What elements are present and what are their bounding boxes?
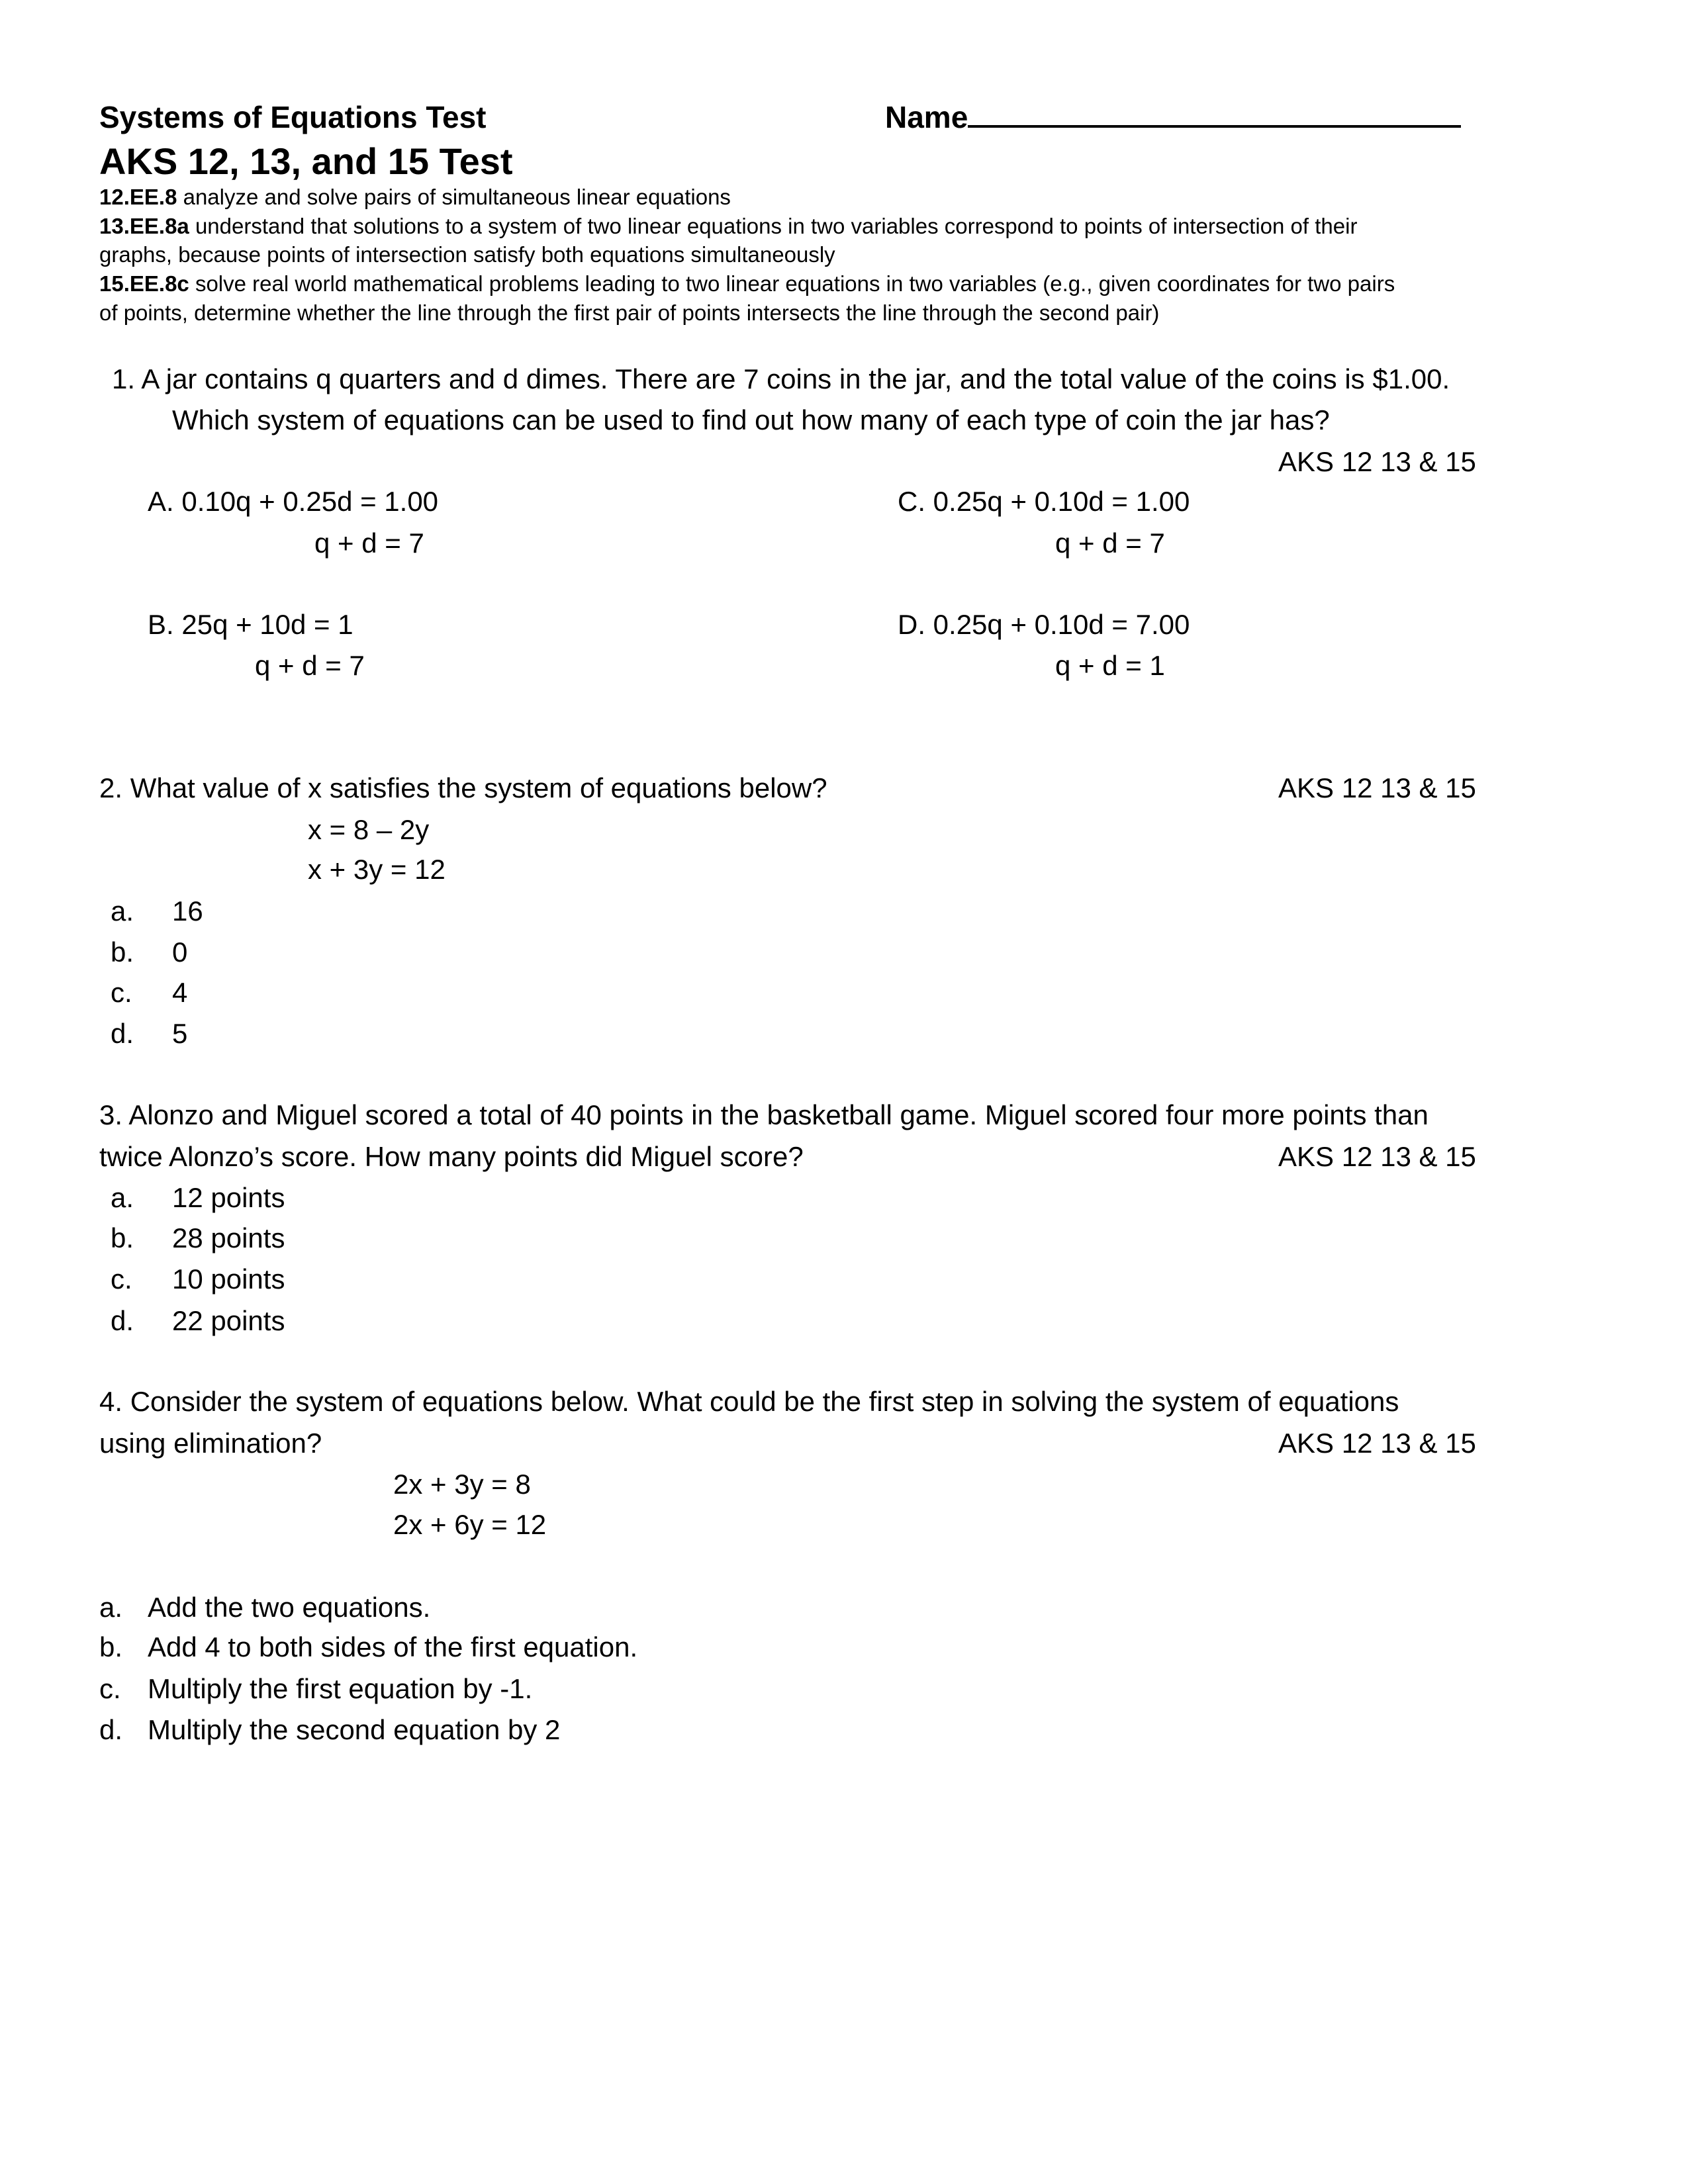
q4-equation: 2x + 3y = 8 [393,1469,531,1500]
option-text: 22 points [172,1305,285,1336]
option-letter: d. [99,1714,123,1745]
aks-tag: AKS 12 13 & 15 [1278,1141,1476,1172]
q3-text-2: twice Alonzo’s score. How many points did Miguel score? [99,1141,804,1172]
option-letter: d. [111,1305,134,1336]
option-text: Add 4 to both sides of the first equation. [148,1631,638,1662]
standard-15-cont: of points, determine whether the line through the first pair of points intersects the line through the second pair) [99,300,1160,325]
standard-13 [99,212,1357,241]
option-letter: b. [111,936,134,968]
option-text: 16 [172,895,203,927]
option-letter: a. [111,895,134,927]
option-letter: b. [111,1222,134,1253]
q3-option-c[interactable] [111,1259,285,1300]
aks-tag: AKS 12 13 & 15 [1278,446,1476,477]
option-text: Add the two equations. [148,1592,431,1623]
q4-option-b[interactable] [99,1627,638,1668]
aks-tag: AKS 12 13 & 15 [1278,772,1476,803]
q1-option-c-eq2: q + d = 7 [1055,527,1165,559]
option-text: Multiply the first equation by -1. [148,1673,533,1704]
option-text: 4 [172,977,188,1008]
option-letter: c. [99,1673,121,1704]
option-text: 10 points [172,1263,285,1295]
option-text: 5 [172,1018,188,1049]
standard-code: 13.EE.8a [99,214,189,238]
option-text: Multiply the second equation by 2 [148,1714,561,1745]
standard-15 [99,269,1395,298]
aks-tag: AKS 12 13 & 15 [1278,1428,1476,1459]
q3-option-a[interactable] [111,1177,285,1218]
option-text: 0 [172,936,188,968]
option-text: 12 points [172,1182,285,1213]
q2-text: 2. What value of x satisfies the system of equations below? [99,772,827,803]
q1-option-b[interactable]: B. 25q + 10d = 1 [148,609,353,640]
q2-equation: x + 3y = 12 [308,854,445,885]
standard-13-cont: graphs, because points of intersection satisfy both equations simultaneously [99,242,835,267]
q2-option-c[interactable] [111,972,188,1013]
q4-option-c[interactable] [99,1668,533,1709]
name-blank[interactable] [968,99,1461,128]
q1-option-a-eq2: q + d = 7 [314,527,424,559]
q2-option-b[interactable] [111,932,188,973]
standard-code: 15.EE.8c [99,271,189,296]
option-letter: a. [99,1592,123,1623]
option-text: 28 points [172,1222,285,1253]
test-subtitle: AKS 12, 13, and 15 Test [99,140,513,182]
q1-option-a[interactable]: A. 0.10q + 0.25d = 1.00 [148,486,439,517]
test-title: Systems of Equations Test [99,100,487,134]
q4-text: 4. Consider the system of equations below. What could be the first step in solving the system of equations [99,1386,1399,1417]
q2-option-a[interactable] [111,891,203,932]
standard-code: 12.EE.8 [99,185,177,209]
q1-option-d[interactable]: D. 0.25q + 0.10d = 7.00 [898,609,1190,640]
q1-text: 1. A jar contains q quarters and d dimes. There are 7 coins in the jar, and the total value of the coins is $1.00. [112,363,1450,394]
name-field[interactable] [885,99,1461,136]
standard-text: analyze and solve pairs of simultaneous linear equations [177,185,731,209]
q2-equation: x = 8 – 2y [308,814,430,845]
q4-equation: 2x + 6y = 12 [393,1509,547,1540]
option-letter: b. [99,1631,123,1662]
q2-option-d[interactable] [111,1013,188,1054]
q3-option-b[interactable] [111,1218,285,1259]
q1-text-2: Which system of equations can be used to find out how many of each type of coin the jar has? [172,404,1330,435]
q4-option-d[interactable] [99,1709,561,1751]
name-label: Name [885,100,968,134]
q4-option-a[interactable] [99,1587,431,1628]
standard-12 [99,183,731,212]
q4-text-2: using elimination? [99,1428,322,1459]
q1-option-b-eq2: q + d = 7 [255,650,365,681]
option-letter: d. [111,1018,134,1049]
q1-option-d-eq2: q + d = 1 [1055,650,1165,681]
option-letter: a. [111,1182,134,1213]
q3-text: 3. Alonzo and Miguel scored a total of 40 points in the basketball game. Miguel scored four more points than [99,1099,1429,1130]
option-letter: c. [111,1263,132,1295]
standard-text: solve real world mathematical problems leading to two linear equations in two variables (e.g., given coordinates for two pairs [189,271,1395,296]
standard-text: understand that solutions to a system of two linear equations in two variables correspond to points of intersection of their [189,214,1358,238]
option-letter: c. [111,977,132,1008]
q1-option-c[interactable]: C. 0.25q + 0.10d = 1.00 [898,486,1190,517]
q3-option-d[interactable] [111,1300,285,1342]
